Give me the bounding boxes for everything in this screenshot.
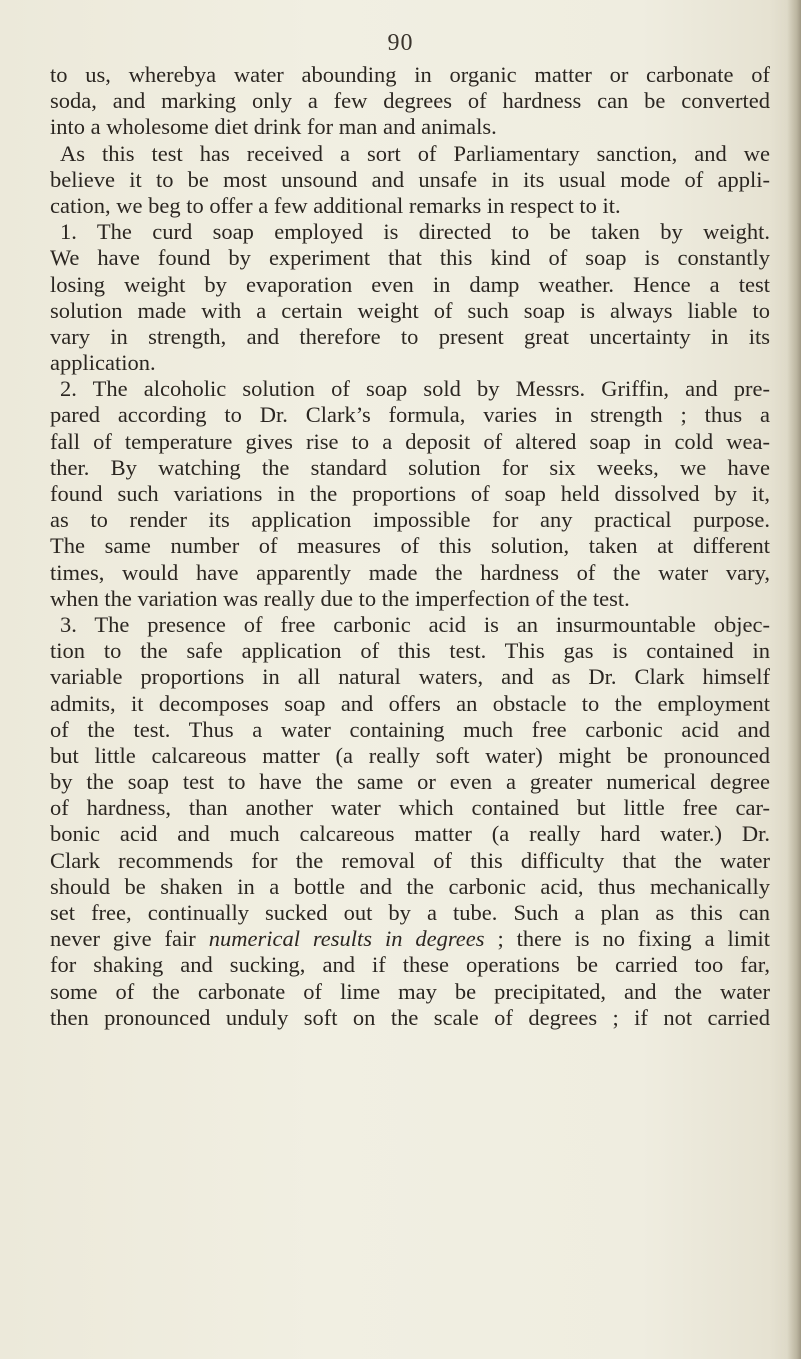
text-line: ther. By watching the standard solution for six weeks, we have <box>50 454 770 480</box>
text-line: to us, wherebya water abounding in organic matter or carbonate of <box>50 62 770 87</box>
text-line: Clark recommends for the removal of this difficulty that the water <box>50 847 770 873</box>
text-line: 1. The curd soap employed is directed to be taken by weight. <box>60 219 770 245</box>
text-line: admits, it decomposes soap and offers an obstacle to the employment <box>50 690 770 716</box>
text-line: some of the carbonate of lime may be precipitated, and the water <box>50 978 770 1004</box>
text-line: should be shaken in a bottle and the carbonic acid, thus mechanically <box>50 873 770 899</box>
text-line: believe it to be most unsound and unsafe in its usual mode of appli- <box>50 166 770 192</box>
text-line: into a wholesome diet drink for man and animals. <box>50 114 497 140</box>
text-line: soda, and marking only a few degrees of hardness can be converted <box>50 88 770 114</box>
text-line: for shaking and sucking, and if these operations be carried too far, <box>50 952 770 978</box>
text-line: pared according to Dr. Clark’s formula, varies in strength ; thus a <box>50 402 770 428</box>
text-line <box>50 926 770 952</box>
text-line: of hardness, than another water which contained but little free car- <box>50 795 770 821</box>
text-segment: never give fair <box>50 926 209 952</box>
page-number: 90 <box>387 30 414 56</box>
text-line: then pronounced unduly soft on the scale of degrees ; if not carried <box>50 1004 770 1030</box>
text-line: 2. The alcoholic solution of soap sold by Messrs. Griffin, and pre- <box>60 376 770 402</box>
text-line: but little calcareous matter (a really soft water) might be pronounced <box>50 742 770 768</box>
text-line: found such variations in the proportions of soap held dissolved by it, <box>50 481 770 506</box>
italic-phrase: numerical results in degrees <box>208 926 485 952</box>
text-segment: ; there is no fixing a limit <box>484 926 770 952</box>
text-line: As this test has received a sort of Parliamentary sanction, and we <box>60 140 770 166</box>
text-line: of the test. Thus a water containing much free carbonic acid and <box>50 716 770 742</box>
text-line: solution made with a certain weight of such soap is always liable to <box>50 297 770 323</box>
text-line: We have found by experiment that this kind of soap is constantly <box>50 245 770 271</box>
text-line: The same number of measures of this solution, taken at different <box>50 533 770 559</box>
text-line: variable proportions in all natural waters, and as Dr. Clark himself <box>50 664 770 690</box>
text-line: application. <box>50 350 156 376</box>
text-line: losing weight by evaporation even in damp weather. Hence a test <box>50 271 770 297</box>
text-line: times, would have apparently made the hardness of the water vary, <box>50 559 770 585</box>
text-line: fall of temperature gives rise to a deposit of altered soap in cold wea- <box>50 428 770 454</box>
text-line: as to render its application impossible for any practical purpose. <box>50 507 770 533</box>
text-line: bonic acid and much calcareous matter (a really hard water.) Dr. <box>50 821 770 847</box>
text-line: cation, we beg to offer a few additional remarks in respect to it. <box>50 192 621 218</box>
text-line: when the variation was really due to the imperfection of the test. <box>50 585 630 611</box>
body-text <box>50 62 770 1031</box>
text-line: by the soap test to have the same or even a greater numerical degree <box>50 769 770 795</box>
text-line: set free, continually sucked out by a tube. Such a plan as this can <box>50 900 770 925</box>
text-line: vary in strength, and therefore to present great uncertainty in its <box>50 323 770 349</box>
page-edge-shadow <box>787 0 801 1359</box>
text-line: tion to the safe application of this test. This gas is contained in <box>50 638 770 664</box>
text-line: 3. The presence of free carbonic acid is an insurmountable objec- <box>60 611 770 637</box>
